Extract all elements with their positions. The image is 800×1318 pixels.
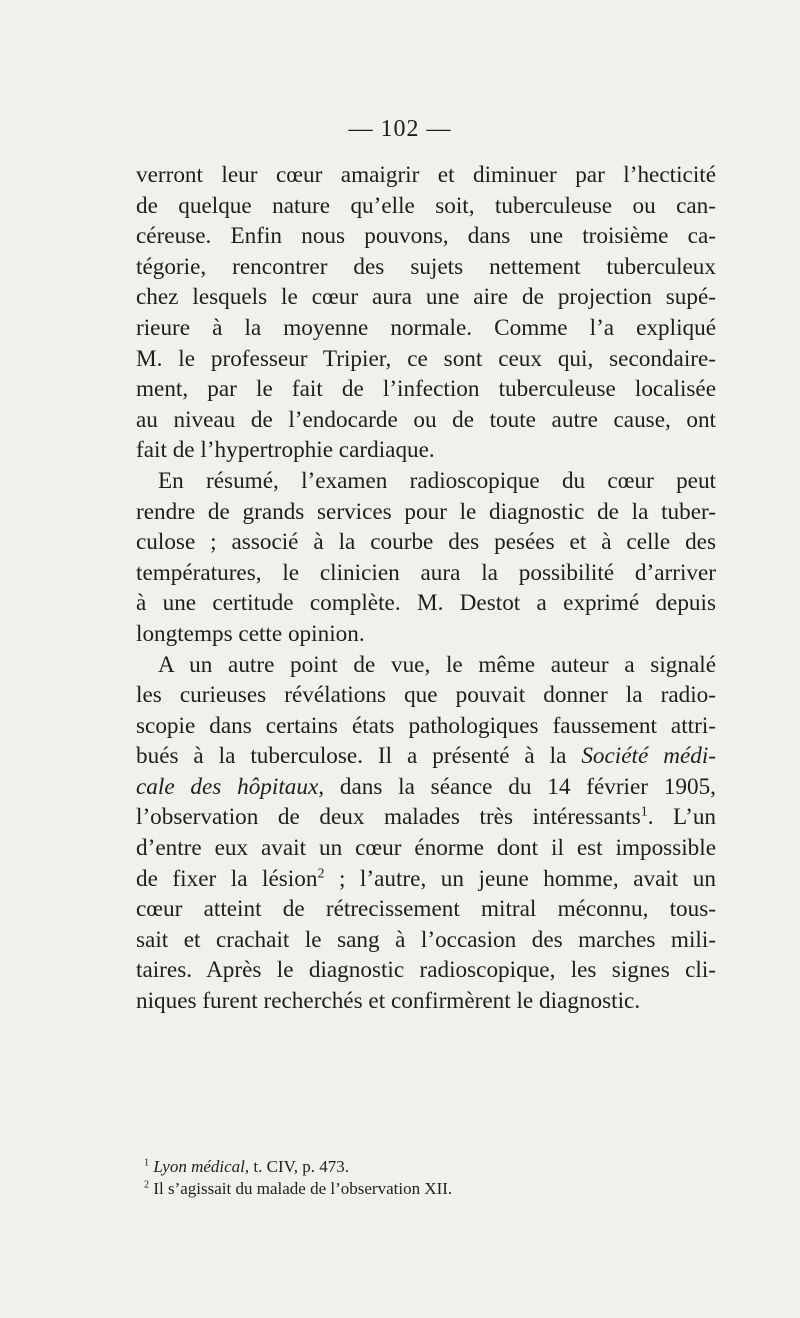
text-segment: l’observation de deux malades très intéressants [136,804,641,831]
page-number: — 102 — [348,116,452,142]
footnote-text: Il s’agissait du malade de l’observation XII. [153,1179,453,1198]
footnote-number: 2 [144,1179,150,1191]
text-line: niques furent recherchés et confirmèrent le diagnostic. [136,988,641,1015]
text-segment: bués à la tuberculose. Il a présenté à la [136,743,567,770]
text-line: culose ; associé à la courbe des pesées et à celle des [136,529,716,556]
text-line [136,802,716,833]
footnote-journal-italic: Lyon médical [153,1157,245,1176]
text-line: verront leur cœur amaigrir et diminuer par l’hecticité [136,162,716,188]
text-line: de quelque nature qu’elle soit, tuberculeuse ou can- [136,192,716,219]
text-segment: ; l’autre, un jeune homme, avait un [324,865,716,892]
text-line: à une certitude complète. M. Destot a exprimé depuis [136,590,716,617]
footnote-marker: 1 [640,804,648,820]
text-line: tégorie, rencontrer des sujets nettement tuberculeux [136,253,716,280]
footnote-2 [136,1178,716,1200]
paragraph-start-line: En résumé, l’examen radioscopique du cœur peut [158,467,716,494]
text-line: sait et crachait le sang à l’occasion des marches mili- [136,926,716,953]
text-line: rieure à la moyenne normale. Comme l’a expliqué [136,314,716,341]
text-line: les curieuses révélations que pouvait donner la radio- [136,682,716,709]
text-line: taires. Après le diagnostic radioscopique, les signes cli- [136,957,716,984]
text-segment: . L’un [647,804,717,831]
body-text [136,160,716,1017]
footnotes [136,1156,716,1200]
footnote-number: 1 [144,1157,150,1169]
text-line: d’entre eux avait un cœur énorme dont il est impossible [136,835,716,862]
text-line [136,741,716,772]
text-line: ment, par le fait de l’infection tuberculeuse localisée [136,376,716,403]
text-line [136,864,716,895]
footnote-1 [136,1156,716,1178]
footnote-text: , t. CIV, p. 473. [244,1157,349,1176]
text-line: scopie dans certains états pathologiques faussement attri- [136,712,716,739]
journal-title-italic: cale des hôpitaux [136,773,319,800]
text-line: longtemps cette opinion. [136,620,365,647]
text-line: au niveau de l’endocarde ou de toute autre cause, ont [136,406,716,433]
text-line: cœur atteint de rétrecissement mitral méconnu, tous- [136,896,716,923]
text-line: céreuse. Enfin nous pouvons, dans une troisième ca- [136,223,716,250]
text-segment: de fixer la lésion [136,865,318,892]
footnote-marker: 2 [317,865,325,881]
text-line: rendre de grands services pour le diagnostic de la tuber- [136,498,716,525]
text-line: fait de l’hypertrophie cardiaque. [136,437,435,464]
text-line [136,772,716,803]
text-line: chez lesquels le cœur aura une aire de projection supé- [136,284,716,311]
text-segment: , dans la séance du 14 février 1905, [318,773,716,800]
journal-title-italic: Société médi- [581,743,717,770]
paragraph-start-line: A un autre point de vue, le même auteur a signalé [158,651,716,678]
text-line: M. le professeur Tripier, ce sont ceux qui, secondaire- [136,345,716,372]
text-line: températures, le clinicien aura la possibilité d’arriver [136,559,716,586]
